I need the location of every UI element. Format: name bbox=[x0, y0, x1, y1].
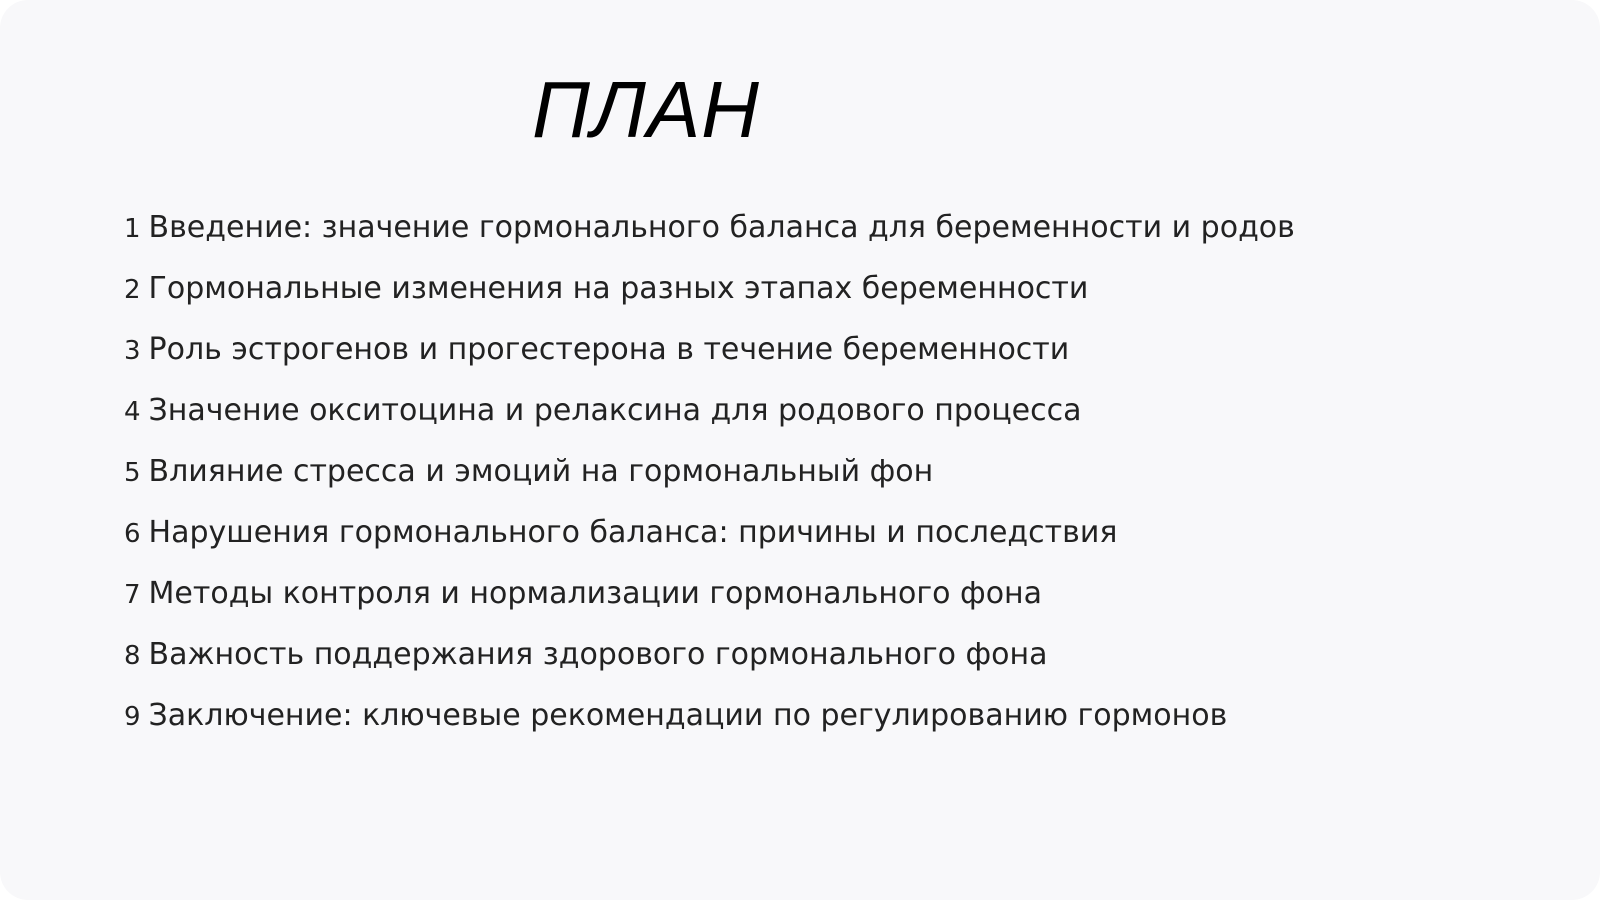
plan-item-number: 2 bbox=[124, 275, 141, 305]
plan-item-number: 7 bbox=[124, 580, 141, 610]
plan-item bbox=[124, 259, 1295, 320]
plan-item bbox=[124, 686, 1295, 747]
plan-item-number: 8 bbox=[124, 641, 141, 671]
plan-item-number: 5 bbox=[124, 458, 141, 488]
plan-item-text: Введение: значение гормонального баланса для беременности и родов bbox=[148, 210, 1295, 245]
plan-item-text: Гормональные изменения на разных этапах беременности bbox=[148, 271, 1089, 306]
plan-item-number: 4 bbox=[124, 397, 141, 427]
plan-item bbox=[124, 198, 1295, 259]
plan-item-text: Заключение: ключевые рекомендации по регулированию гормонов bbox=[148, 698, 1228, 733]
plan-item-number: 9 bbox=[124, 702, 141, 732]
plan-item-text: Нарушения гормонального баланса: причины и последствия bbox=[148, 515, 1118, 550]
plan-item-text: Влияние стресса и эмоций на гормональный фон bbox=[148, 454, 934, 489]
slide-title: ПЛАН bbox=[532, 65, 760, 154]
plan-item bbox=[124, 381, 1295, 442]
plan-item bbox=[124, 625, 1295, 686]
plan-item bbox=[124, 442, 1295, 503]
plan-item bbox=[124, 564, 1295, 625]
plan-item-number: 1 bbox=[124, 214, 141, 244]
plan-item-text: Методы контроля и нормализации гормонального фона bbox=[148, 576, 1043, 611]
plan-item-number: 3 bbox=[124, 336, 141, 366]
plan-item bbox=[124, 320, 1295, 381]
plan-item bbox=[124, 503, 1295, 564]
plan-item-number: 6 bbox=[124, 519, 141, 549]
plan-item-text: Значение окситоцина и релаксина для родового процесса bbox=[148, 393, 1082, 428]
plan-item-text: Важность поддержания здорового гормонального фона bbox=[148, 637, 1048, 672]
plan-item-text: Роль эстрогенов и прогестерона в течение беременности bbox=[148, 332, 1070, 367]
plan-list bbox=[124, 198, 1295, 747]
